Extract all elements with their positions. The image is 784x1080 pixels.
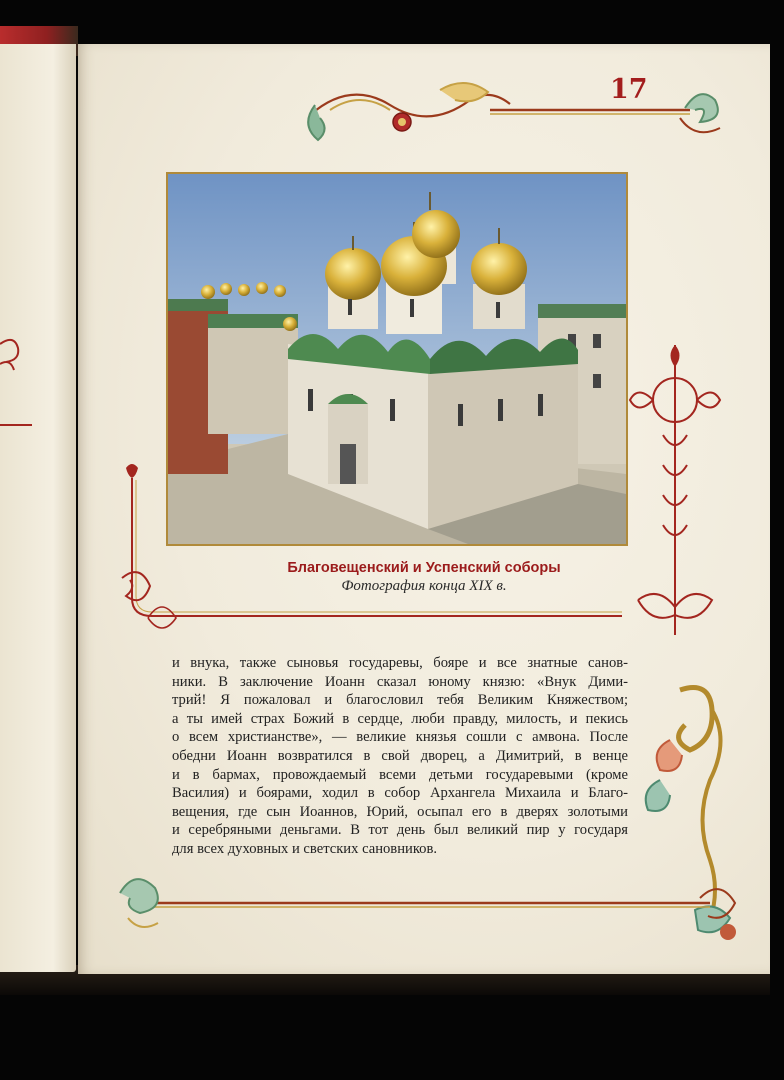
body-line: и в бармах, провождаемый всеми детьми государевыми (кроме <box>172 766 628 783</box>
left-page-ornament <box>0 334 30 374</box>
left-page-edge <box>0 44 76 972</box>
body-line: Василия) и боярами, ходил в собор Архангела Михаила и Благо- <box>172 785 628 802</box>
caption-frame-ornament <box>122 468 682 638</box>
body-line: а ты имей страх Божий в сердце, люби правду, милость, и пекись <box>172 710 628 727</box>
body-line: для всех духовных и светских сановников. <box>172 840 438 857</box>
caption-subtitle: Фотография конца XIX в. <box>341 578 507 594</box>
body-line: ники. В заключение Иоанн сказал юному князю: «Внук Дими- <box>172 673 628 690</box>
body-text <box>172 654 628 859</box>
right-frame-ornament <box>628 345 723 640</box>
body-line: и внука, также сыновья государевы, бояре и все знатные санов- <box>172 655 628 671</box>
body-line: трий! Я пожаловал и благословил тебя Великим Княжеством; <box>172 692 628 709</box>
left-page-rule <box>0 424 32 426</box>
body-line: вещения, где сын Иоаннов, Юрий, осыпал его в дверях золотыми <box>172 803 628 820</box>
body-line: обедни Иоанн возвратился в свой дворец, а Димитрий, в венце <box>172 747 628 764</box>
top-ornament <box>290 70 730 150</box>
caption-title: Благовещенский и Успенский соборы <box>287 560 561 576</box>
page-number: 17 <box>610 74 648 105</box>
bottom-ornament <box>110 868 750 948</box>
body-line: и серебряными деньгами. В тот день был великий пир у государя <box>172 822 628 839</box>
body-line: о всем христианстве», — великие князья сошли с амвона. После <box>172 729 628 746</box>
